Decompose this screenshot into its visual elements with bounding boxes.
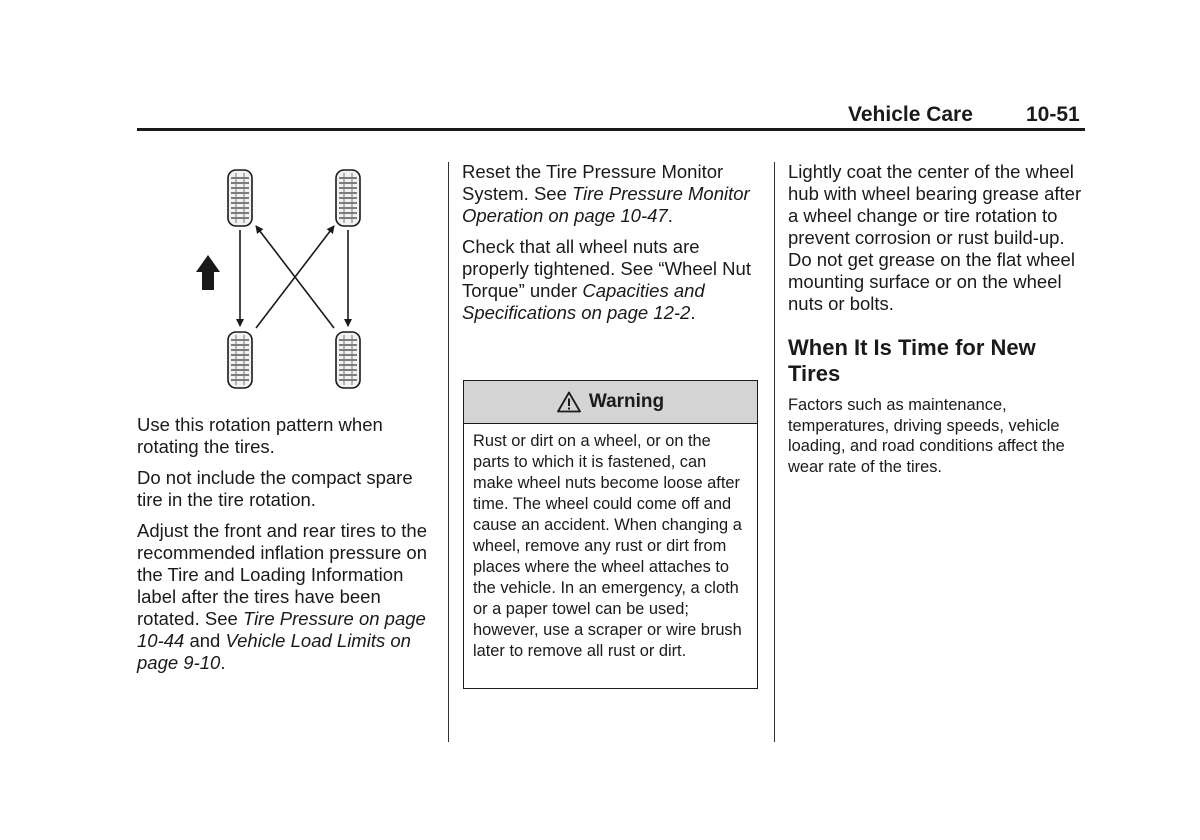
cross-reference-link[interactable]: Tire Pressure on page 10-44 [137,608,426,651]
tire-icon [228,332,252,388]
paragraph [137,520,437,674]
paragraph: Factors such as maintenance, temperatures, driving speeds, vehicle loading, and road conditions affect the wear rate of the tires. [788,396,1065,476]
paragraph-text: . [220,652,226,673]
warning-box [463,380,758,689]
section-heading: When It Is Time for New Tires [788,335,1036,386]
section-title: Vehicle Care [848,103,973,126]
paragraph [462,161,762,227]
warning-triangle-icon [557,391,581,413]
header-divider [137,128,1085,131]
paragraph: Do not include the compact spare tire in the tire rotation. [137,467,413,510]
tire-icon [336,170,360,226]
warning-text: Rust or dirt on a wheel, or on the parts to which it is fastened, can make wheel nuts become loose after time. The wheel could come off and cause an accident. When changing a wheel, remove any rust or dirt from places where the wheel attaches to the vehicle. In an emergency, a cloth or a paper towel can be used; however, use a scraper or wire brush later to remove all rust or dirt. [473,432,742,660]
paragraph-text: Adjust the front and rear tires to the recommended inflation pressure on the Tire and Loading Information label after the tires have been rotated. See [137,520,427,629]
paragraph-text: . [667,205,673,226]
column-divider [774,162,775,742]
page-number: 10-51 [1026,103,1080,126]
tire-icon [336,332,360,388]
warning-header [464,381,757,424]
paragraph: Lightly coat the center of the wheel hub with wheel bearing grease after a wheel change or tire rotation to prevent corrosion or rust build-up. Do not get grease on the flat wheel mounting surface or on the wheel nuts or bolts. [788,161,1082,314]
paragraph: Use this rotation pattern when rotating the tires. [137,414,383,457]
paragraph-text: Reset the Tire Pressure Monitor System. See [462,161,724,204]
column-3 [788,161,1088,486]
tire-icon [228,170,252,226]
column-1 [137,414,437,683]
cross-reference-link[interactable]: Capacities and Specifications on page 12-2 [462,280,705,323]
paragraph-text: Check that all wheel nuts are properly tightened. See “Wheel Nut Torque” under [462,236,751,301]
cross-reference-link[interactable]: Tire Pressure Monitor Operation on page 10-47 [462,183,750,226]
paragraph-text: . [690,302,696,323]
tire-rotation-diagram [190,162,390,392]
paragraph-text: and [184,630,226,651]
column-divider [448,162,449,742]
cross-reference-link[interactable]: Vehicle Load Limits on page 9-10 [137,630,411,673]
column-2 [462,161,762,333]
forward-arrow-icon [196,255,220,290]
paragraph [462,236,762,324]
warning-title: Warning [588,391,665,412]
